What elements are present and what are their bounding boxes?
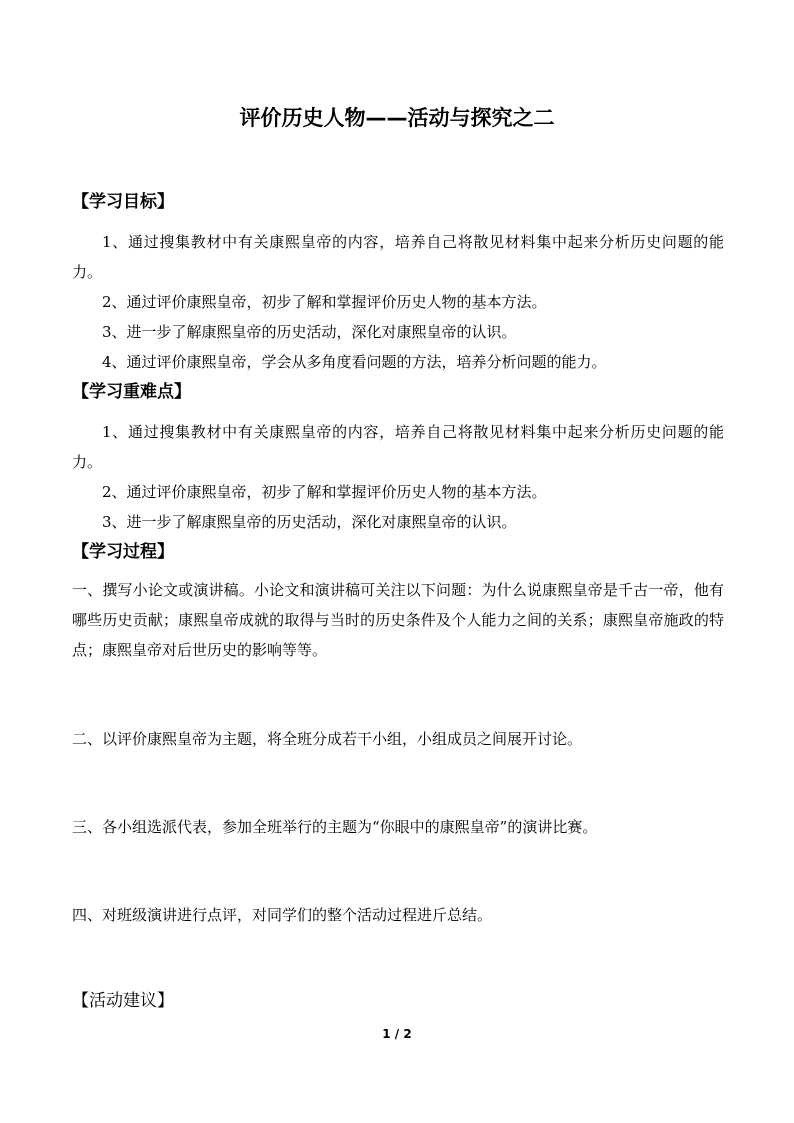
process-step-4: 四、对班级演讲进行点评，对同学们的整个活动过程进斤总结。: [72, 906, 493, 924]
page-number: 1 / 2: [382, 1027, 412, 1041]
section-heading-process: 【学习过程】: [72, 542, 174, 562]
section-heading-key-points: 【学习重难点】: [72, 382, 191, 402]
page-title: 评价历史人物——活动与探究之二: [239, 106, 555, 130]
objective-item-2: 2、通过评价康熙皇帝，初步了解和掌握评价历史人物的基本方法。: [102, 293, 547, 311]
objective-item-3: 3、进一步了解康熙皇帝的历史活动，深化对康熙皇帝的认识。: [102, 323, 517, 341]
process-step-3: 三、各小组选派代表，参加全班举行的主题为“你眼中的康熙皇帝”的演讲比赛。: [72, 818, 598, 836]
section-heading-objectives: 【学习目标】: [72, 192, 174, 212]
objective-item-1: 1、通过搜集教材中有关康熙皇帝的内容，培养自己将散见材料集中起来分析历史问题的能力。: [72, 233, 724, 281]
objective-item-4: 4、通过评价康熙皇帝，学会从多角度看问题的方法，培养分析问题的能力。: [102, 353, 607, 371]
section-heading-suggestions: 【活动建议】: [72, 991, 174, 1011]
key-point-item-2: 2、通过评价康熙皇帝，初步了解和掌握评价历史人物的基本方法。: [102, 483, 547, 501]
key-point-item-3: 3、进一步了解康熙皇帝的历史活动，深化对康熙皇帝的认识。: [102, 513, 517, 531]
process-step-1: 一、撰写小论文或演讲稿。小论文和演讲稿可关注以下问题：为什么说康熙皇帝是千古一帝，他有哪些历史贡献；康熙皇帝成就的取得与当时的历史条件及个人能力之间的关系；康熙皇帝施政的特点；康熙皇帝对后世历史的影响等等。: [72, 581, 724, 659]
process-step-2: 二、以评价康熙皇帝为主题，将全班分成若干小组，小组成员之间展开讨论。: [72, 730, 583, 748]
key-point-item-1: 1、通过搜集教材中有关康熙皇帝的内容，培养自己将散见材料集中起来分析历史问题的能力。: [72, 423, 724, 471]
